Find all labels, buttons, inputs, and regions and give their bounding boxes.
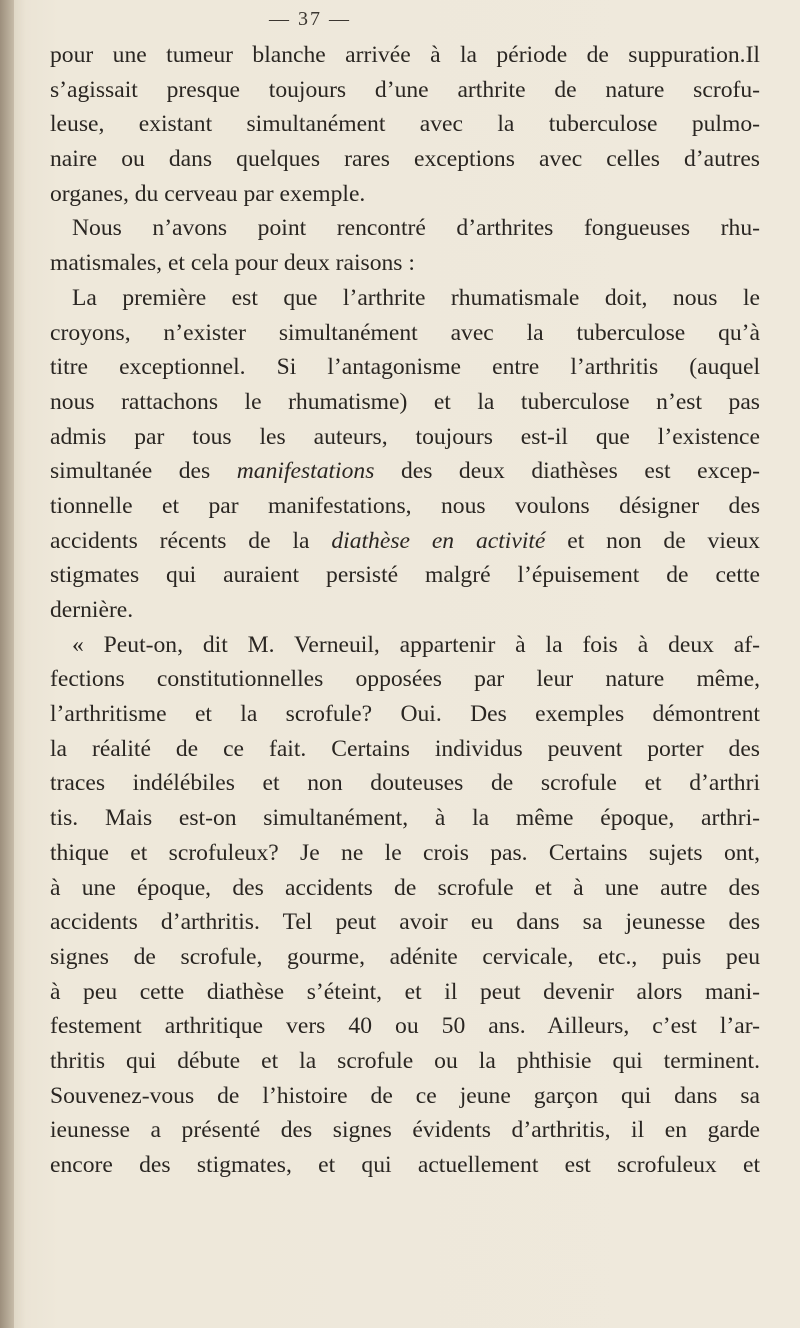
text-line (50, 420, 760, 455)
text-line (50, 662, 760, 697)
text-line (50, 1113, 760, 1148)
text-line-content: leuse, existant simultanément avec la tuberculose pulmo- (50, 111, 760, 138)
text-line-content: tionnelle et par manifestations, nous voulons désigner des (50, 492, 760, 519)
text-line (50, 628, 760, 663)
text-line-content: ieunesse a présenté des signes évidents d’arthritis, il en garde (50, 1117, 760, 1144)
text-line (50, 905, 760, 940)
text-line (50, 593, 760, 628)
text-line-continuation: et non de vieux (567, 527, 760, 554)
text-line-content: simultanée des (50, 458, 211, 485)
text-line-content: accidents d’arthritis. Tel peut avoir eu dans sa jeunesse des (50, 909, 760, 936)
text-line (50, 211, 760, 246)
text-line-content: Nous n’avons point rencontré d’arthrites fongueuses rhu- (72, 215, 760, 242)
text-line (50, 697, 760, 732)
text-line-content: organes, du cerveau par exemple. (50, 180, 366, 207)
text-line (50, 801, 760, 836)
text-line (50, 940, 760, 975)
text-line-content: encore des stigmates, et qui actuellement est scrofuleux et (50, 1152, 760, 1178)
text-line (50, 142, 760, 177)
text-line (50, 1044, 760, 1079)
text-line-content: nous rattachons le rhumatisme) et la tuberculose n’est pas (50, 388, 760, 415)
text-line-content: accidents récents de la (50, 527, 310, 554)
text-line-content: naire ou dans quelques rares exceptions avec celles d’autres (50, 146, 760, 173)
text-line (50, 316, 760, 351)
text-line (50, 246, 760, 281)
text-line (50, 871, 760, 906)
text-line (50, 38, 760, 73)
text-line (50, 524, 760, 559)
text-line (50, 1148, 760, 1183)
text-line-continuation: des deux diathèses est excep- (400, 458, 760, 485)
body-text (50, 38, 760, 1183)
text-line-content: titre exceptionnel. Si l’antagonisme entre l’arthritis (auquel (50, 354, 760, 381)
text-line-content: fections constitutionnelles opposées par leur nature même, (50, 666, 760, 693)
text-line-content: admis par tous les auteurs, toujours est-il que l’existence (50, 423, 760, 450)
text-line (50, 836, 760, 871)
text-line-content: à peu cette diathèse s’éteint, et il peut devenir alors mani- (50, 978, 760, 1005)
text-line (50, 385, 760, 420)
text-line (50, 281, 760, 316)
text-line-content: festement arthritique vers 40 ou 50 ans. Ailleurs, c’est l’ar- (50, 1013, 760, 1040)
text-line-content: traces indélébiles et non douteuses de scrofule et d’arthri (50, 770, 760, 797)
text-line-content: pour une tumeur blanche arrivée à la période de suppuration.Il (50, 42, 760, 68)
text-line-content: la réalité de ce fait. Certains individus peuvent porter des (50, 735, 760, 762)
text-line-content: à une époque, des accidents de scrofule et à une autre des (50, 874, 760, 901)
page-spine-shadow (0, 0, 14, 1328)
text-line (50, 766, 760, 801)
text-line (50, 1079, 760, 1114)
text-line (50, 1009, 760, 1044)
text-line (50, 454, 760, 489)
text-line (50, 73, 760, 108)
text-line-content: s’agissait presque toujours d’une arthrite de nature scrofu- (50, 76, 760, 103)
italic-emphasis: manifestations (236, 458, 375, 485)
text-line-content: La première est que l’arthrite rhumatismale doit, nous le (72, 284, 760, 311)
text-line (50, 350, 760, 385)
text-line (50, 558, 760, 593)
text-line-content: thritis qui débute et la scrofule ou la phthisie qui terminent. (50, 1047, 760, 1074)
text-line-content: « Peut-on, dit M. Verneuil, appartenir à la fois à deux af- (72, 631, 760, 658)
italic-emphasis: diathèse en activité (331, 527, 546, 554)
text-line (50, 177, 760, 212)
text-line-content: matismales, et cela pour deux raisons : (50, 250, 415, 277)
text-line-content: dernière. (50, 597, 134, 623)
text-line-content: Souvenez-vous de l’histoire de ce jeune garçon qui dans sa (50, 1082, 760, 1109)
text-line-content: tis. Mais est-on simultanément, à la même époque, arthri- (50, 805, 760, 832)
text-line-content: l’arthritisme et la scrofule? Oui. Des exemples démontrent (50, 701, 760, 728)
text-line (50, 489, 760, 524)
text-line (50, 107, 760, 142)
text-line-content: thique et scrofuleux? Je ne le crois pas. Certains sujets ont, (50, 839, 760, 866)
page-number: — 37 — (269, 8, 351, 30)
text-line-content: croyons, n’exister simultanément avec la tuberculose qu’à (50, 319, 760, 346)
text-line-content: stigmates qui auraient persisté malgré l’épuisement de cette (50, 562, 760, 589)
text-line-content: signes de scrofule, gourme, adénite cervicale, etc., puis peu (50, 943, 760, 970)
text-line (50, 732, 760, 767)
text-line (50, 975, 760, 1010)
